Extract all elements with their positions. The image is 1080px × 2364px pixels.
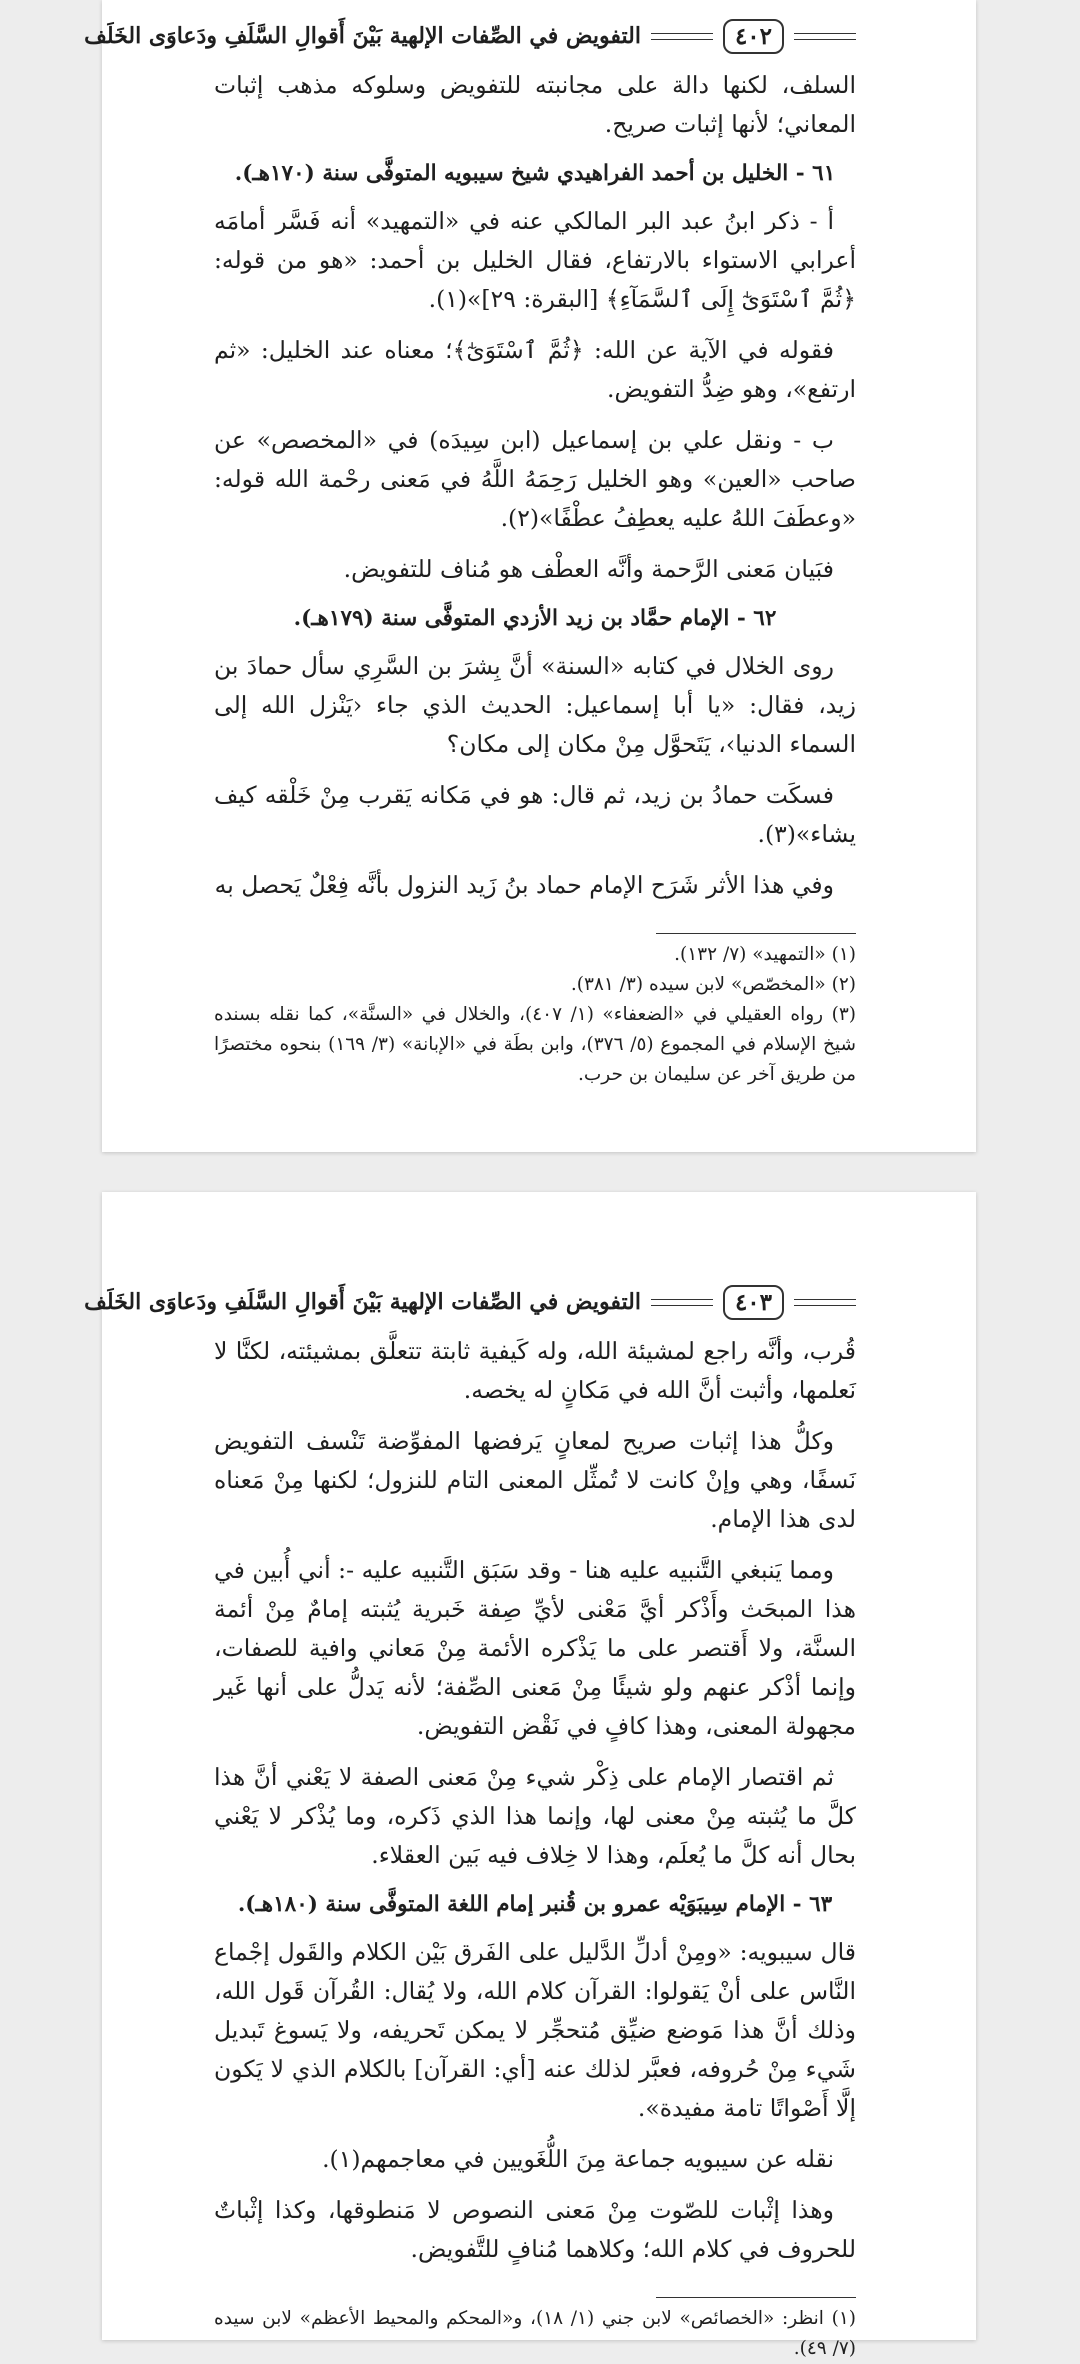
footnote: (٣) رواه العقيلي في «الضعفاء» (١/ ٤٠٧)، والخلال في «السنَّة»، كما نقله بسنده شيخ الإسلام في المجموع (٥/ ٣٧٦)، وابن بطَة في «الإبانة» (٣/ ١٦٩) بنحوه مختصرًا من طريق آخر عن سليمان بن حرب. — [214, 1004, 856, 1085]
body-paragraph: قال سيبويه: «ومِنْ أدلِّ الدَّليل على الفَرق بَيْن الكلام والقَول إجْماع النَّاس على أنْ يَقولوا: القرآن كلام الله، ولا يُقال: القُرآن قَول الله، وذلك أنَّ هذا مَوضع ضيِّق مُتحجِّر لا يمكن تَحريفه، ولا يَسوغ تَبديل شَيء مِنْ حُروفه، فعبَّر لذلك عنه [أي: القرآن] بالكلام الذي لا يَكون إلَّا أَصْواتًا تامة مفيدة». — [214, 1938, 856, 2122]
body-paragraph: ومما يَنبغي التَّنبيه عليه هنا - وقد سَبَق التَّنبيه عليه -: أني أُبين في هذا المبحَث وأَذْكر أيَّ مَعْنى لأيِّ صِفة خَبرية يُثبته إمامٌ مِنْ أئمة السنَّة، ولا أَقتصر على ما يَذْكره الأئمة مِنْ مَعاني وافية للصفات، وإنما أذْكر عنهم ولو شيئًا مِنْ مَعنى الصِّفة؛ لأنه يَدلُّ على أنها غَير مجهولة المعنى، وهذا كافٍ في نَقْض التفويض. — [214, 1556, 856, 1740]
footnote-rule — [656, 933, 856, 934]
book-page-403 — [84, 1192, 976, 2359]
body-paragraph: نقله عن سيبويه جماعة مِنَ اللُّغَويين في معاجمهم(١). — [322, 2145, 834, 2173]
header-rule — [794, 1299, 856, 1306]
body-paragraph: قُرب، وأنَّه راجع لمشيئة الله، وله كَيفية ثابتة تتعلَّق بمشيئته، لكنَّا لا نَعلمها، وأثبت أنَّ الله في مَكانٍ له يخصه. — [214, 1337, 856, 1404]
header-rule — [794, 33, 856, 40]
body-paragraph: وهذا إثْبات للصّوت مِنْ مَعنى النصوص لا مَنطوقها، وكذا إثْباتٌ للحروف في كلام الله؛ وكلاهما مُنافٍ للتَّفويض. — [214, 2196, 856, 2263]
header-rule — [651, 33, 713, 40]
body-paragraph: وفي هذا الأثر شَرَح الإمام حماد بنُ زَيد النزول بأنَّه فِعْلٌ يَحصل به — [214, 871, 834, 899]
footnote: (١) انظر: «الخصائص» لابن جني (١/ ١٨)، و«المحكم والمحيط الأعظم» لابن سيده (٧/ ٤٩). — [214, 2308, 856, 2359]
body-paragraph: ب - ونقل علي بن إسماعيل (ابن سِيدَه) في «المخصص» عن صاحب «العين» وهو الخليل رَحِمَهُ اللَّهُ في مَعنى رحْمة الله قوله: «وعطَفَ اللهُ عليه يعطِفُ عطْفًا»(٢). — [214, 426, 856, 532]
header-rule — [651, 1299, 713, 1306]
running-header — [84, 14, 856, 58]
body-paragraph: ثم اقتصار الإمام على ذِكْر شيء مِنْ مَعنى الصفة لا يَعْني أنَّ هذا كلَّ ما يُثبته مِنْ معنى لها، وإنما هذا الذي ذَكره، وما يُذْكر لا يَعْني بحال أنه كلَّ ما يُعلَم، وهذا لا خِلاف فيه بَين العقلاء. — [214, 1763, 856, 1869]
body-paragraph: فقوله في الآية عن الله: ﴿ثُمَّ ٱسْتَوَىٰٓ﴾؛ معناه عند الخليل: «ثم ارتفع»، وهو ضِدُّ التفويض. — [214, 336, 856, 403]
section-heading: ٦٢ - الإمام حمَّاد بن زيد الأزدي المتوفَّى سنة (١٧٩هـ). — [293, 606, 777, 631]
body-paragraph: روى الخلال في كتابه «السنة» أنَّ بِشرَ بن السَّرِي سأل حمادَ بن زيد، فقال: «يا أبا إسماعيل: الحديث الذي جاء ‹يَنْزل الله إلى السماء الدنيا›، يَتَحوَّل مِنْ مكان إلى مكان؟ — [214, 652, 856, 758]
footnote-rule — [656, 2297, 856, 2298]
body-paragraph: فسكَت حمادُ بن زيد، ثم قال: هو في مَكانه يَقرب مِنْ خَلْقه كيف يشاء»(٣). — [214, 781, 856, 848]
section-heading: ٦١ - الخليل بن أحمد الفراهيدي شيخ سيبويه المتوفَّى سنة (١٧٠هـ). — [234, 161, 836, 186]
page-number: ٤٠٢ — [723, 19, 784, 54]
body-paragraph: وكلُّ هذا إثبات صريح لمعانٍ يَرفضها المفوِّضة تَنْسف التفويض نَسفًا، وهي وإنْ كانت لا تُمثِّل المعنى التام للنزول؛ لكنها مِنْ مَعناه لدى هذا الإمام. — [214, 1427, 856, 1533]
footnote: (١) «التمهيد» (٧/ ١٣٢). — [674, 944, 856, 965]
body-paragraph: السلف، لكنها دالة على مجانبته للتفويض وسلوكه مذهب إثبات المعاني؛ لأنها إثبات صريح. — [214, 71, 856, 138]
book-page-402 — [84, 0, 976, 1152]
body-paragraph: فبَيان مَعنى الرَّحمة وأنَّه العطْف هو مُناف للتفويض. — [343, 555, 834, 583]
running-title: التفويض في الصِّفات الإلهية بَيْنَ أَقوالِ السَّلَفِ ودَعاوَى الخَلَف — [84, 1289, 641, 1315]
footnote: (٢) «المخصّص» لابن سيده (٣/ ٣٨١). — [570, 974, 856, 995]
running-title: التفويض في الصِّفات الإلهية بَيْنَ أَقوالِ السَّلَفِ ودَعاوَى الخَلَف — [84, 23, 641, 49]
section-heading: ٦٣ - الإمام سِيبَوَيْه عمرو بن قُنبر إمام اللغة المتوفَّى سنة (١٨٠هـ). — [237, 1892, 833, 1917]
body-paragraph: أ - ذكر ابنُ عبد البر المالكي عنه في «التمهيد» أنه فَسَّر أمامَه أعرابي الاستواء بالارتفاع، فقال الخليل بن أحمد: «هو من قوله: ﴿ثُمَّ ٱسْتَوَىٰٓ إِلَى ٱلسَّمَآءِ﴾ [البقرة: ٢٩]»(١). — [214, 207, 856, 313]
running-header — [84, 1280, 856, 1324]
page-number: ٤٠٣ — [723, 1285, 784, 1320]
